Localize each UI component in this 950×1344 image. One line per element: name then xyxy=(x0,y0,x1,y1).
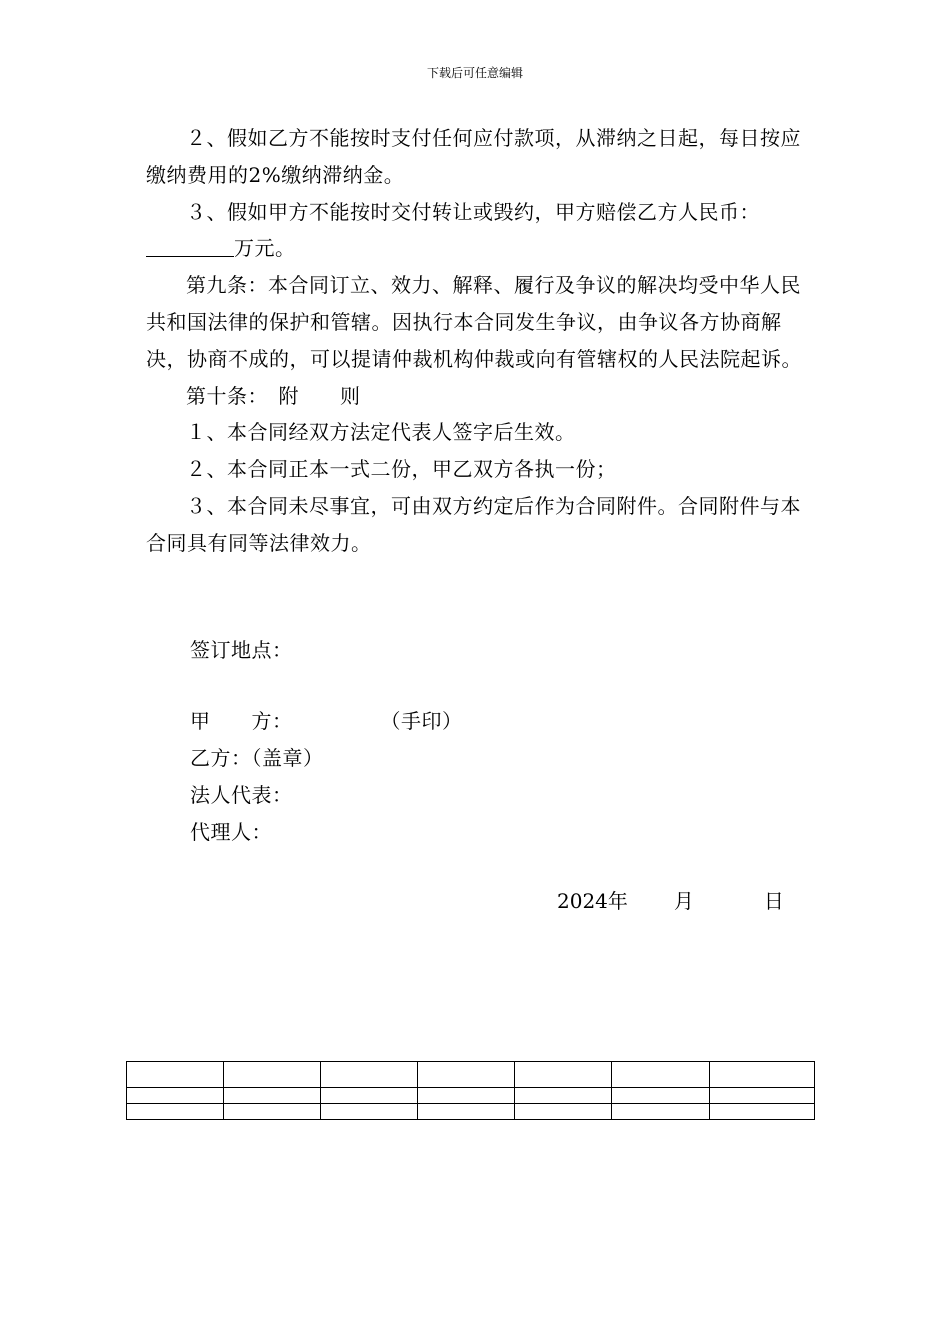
table-cell xyxy=(418,1088,515,1104)
table-cell xyxy=(515,1088,612,1104)
table-cell xyxy=(418,1062,515,1088)
table-cell xyxy=(321,1062,418,1088)
table-cell xyxy=(418,1104,515,1120)
date-year: 2024 xyxy=(557,889,608,913)
amount-unit: 万元。 xyxy=(234,236,296,261)
table-cell xyxy=(127,1062,224,1088)
clause-breach: ３、假如甲方不能按时交付转让或毁约，甲方赔偿乙方人民币： xyxy=(186,199,760,224)
blank-grid-table xyxy=(126,1061,815,1120)
table-cell xyxy=(127,1088,224,1104)
table-cell xyxy=(710,1088,815,1104)
date-month-unit: 月 xyxy=(673,889,694,913)
table-cell xyxy=(612,1088,710,1104)
agent-label: 代理人： xyxy=(190,820,272,844)
table-cell xyxy=(224,1088,321,1104)
article-ten-item-3: ３、本合同未尽事宜，可由双方约定后作为合同附件。合同附件与本合同具有同等法律效力。 xyxy=(146,493,801,555)
party-a-note: （手印） xyxy=(380,709,463,733)
contract-body xyxy=(146,120,808,562)
article-nine: 第九条：本合同订立、效力、解释、履行及争议的解决均受中华人民共和国法律的保护和管辖。因执行本合同发生争议，由争议各方协商解决，协商不成的，可以提请仲裁机构仲裁或向有管辖权的人民法院起诉。 xyxy=(146,273,802,371)
signing-date xyxy=(557,883,784,919)
table-cell xyxy=(612,1104,710,1120)
table-cell xyxy=(710,1062,815,1088)
party-b-label: 乙方：（盖章） xyxy=(190,746,324,770)
signing-place-label: 签订地点： xyxy=(190,638,293,662)
table-cell xyxy=(224,1062,321,1088)
table-cell xyxy=(321,1088,418,1104)
table-cell xyxy=(224,1104,321,1120)
table-row xyxy=(127,1088,815,1104)
table-cell xyxy=(612,1062,710,1088)
clause-late-payment: ２、假如乙方不能按时支付任何应付款项，从滞纳之日起，每日按应缴纳费用的2%缴纳滞纳金。 xyxy=(146,126,801,187)
table-cell xyxy=(515,1062,612,1088)
date-year-unit: 年 xyxy=(607,889,628,913)
table-cell xyxy=(127,1104,224,1120)
amount-blank xyxy=(146,234,234,257)
party-a-line xyxy=(190,703,463,740)
party-a-label: 甲 方： xyxy=(190,709,293,733)
table-cell xyxy=(321,1104,418,1120)
date-day-unit: 日 xyxy=(763,889,784,913)
table-row xyxy=(127,1104,815,1120)
clause-breach-amount xyxy=(146,230,808,267)
table-row xyxy=(127,1062,815,1088)
table-cell xyxy=(515,1104,612,1120)
article-ten-heading: 第十条： 附 则 xyxy=(186,383,361,408)
page-header: 下载后可任意编辑 xyxy=(426,66,523,80)
table-cell xyxy=(710,1104,815,1120)
article-ten-item-2: ２、本合同正本一式二份，甲乙双方各执一份； xyxy=(186,457,617,482)
legal-rep-label: 法人代表： xyxy=(190,783,293,807)
article-ten-item-1: １、本合同经双方法定代表人签字后生效。 xyxy=(186,420,576,445)
